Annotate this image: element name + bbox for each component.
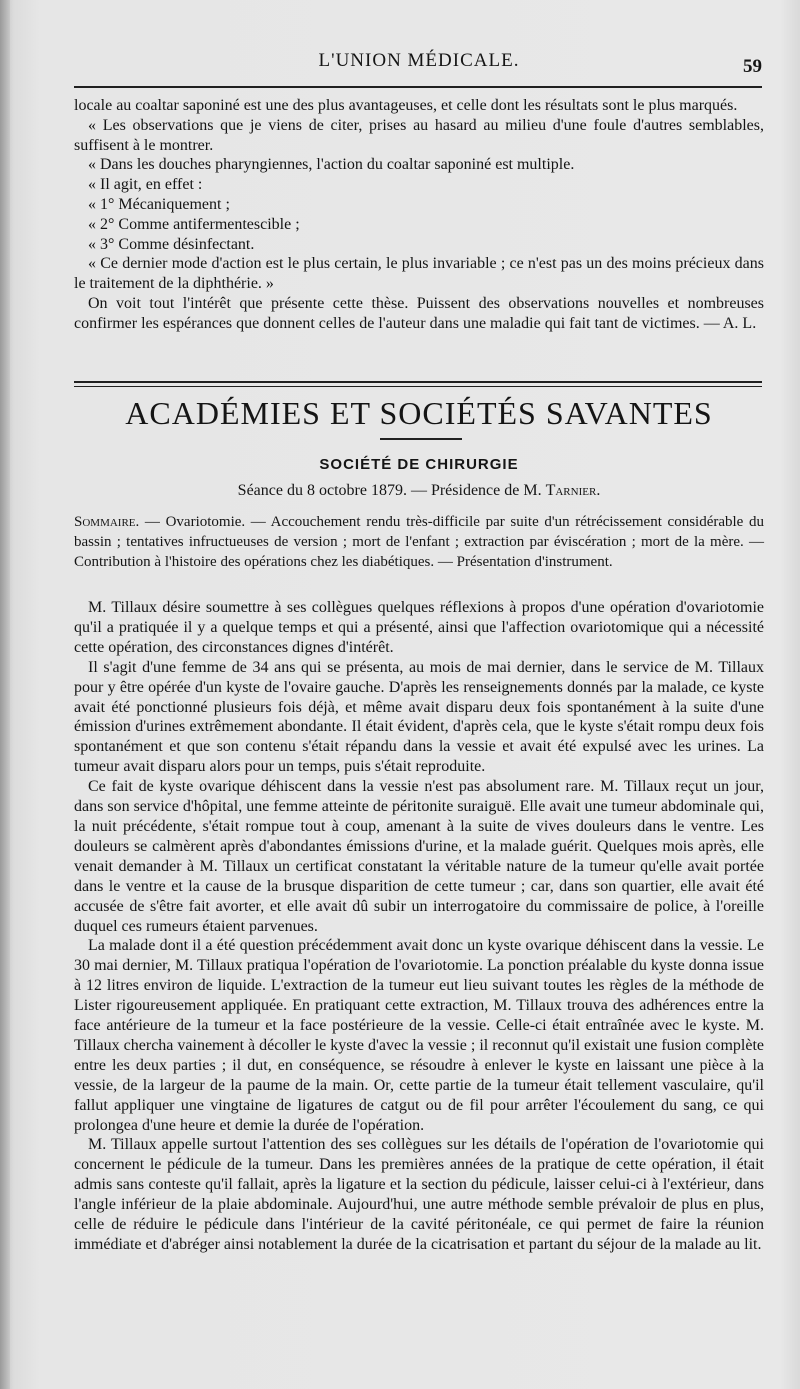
- page-number: 59: [743, 56, 762, 77]
- seance-date: Séance du 8 octobre 1879. — Présidence de M.: [237, 482, 542, 499]
- section-rule-bottom: [74, 386, 762, 387]
- body-paragraph: M. Tillaux appelle surtout l'attention des ses collègues sur les détails de l'opération de l'ovariotomie qui concernent le pédicule de la tumeur. Dans les premières années de la pratique de cette opération, il était admis sans conteste qu'il fallait, après la ligature et la section du pédicule, laisser celui-ci à l'extérieur, dans l'angle inférieur de la plaie abdominale. Aujourd'hui, une autre méthode semble prévaloir de plus en plus, celle de réduire le pédicule dans l'intérieur de la cavité péritonéale, ce qui permet de faire la réunion immédiate et d'abréger ainsi notablement la durée de la cicatrisation et partant du séjour de la malade au lit.: [74, 1136, 764, 1253]
- seance-line: [74, 482, 764, 500]
- running-header: [74, 50, 764, 80]
- intro-paragraph: locale au coaltar saponiné est une des plus avantageuses, et celle dont les résultats sont le plus marqués.: [74, 97, 738, 114]
- intro-paragraph: On voit tout l'intérêt que présente cette thèse. Puissent des observations nouvelles et nombreuses confirmer les espérances que donnent celles de l'auteur dans une maladie qui fait tant de victimes. — A. L.: [74, 294, 764, 332]
- intro-paragraph: « 3° Comme désinfectant.: [88, 235, 255, 253]
- intro-paragraph: « Les observations que je viens de citer, prises au hasard au milieu d'une foule d'autres semblables, suffisent à le montrer.: [74, 116, 764, 154]
- body-paragraph: Ce fait de kyste ovarique déhiscent dans la vessie n'est pas absolument rare. M. Tillaux reçut un jour, dans son service d'hôpital, une femme atteinte de péritonite suraiguë. Elle avait une tumeur abdominale qui, la nuit précédente, s'était rompue tout à coup, amenant à la suite de vives douleurs dans le ventre. Les douleurs se calmèrent après d'abondantes émissions d'urine, et la malade guérit. Quelques mois après, elle venait demander à M. Tillaux un certificat constatant la véritable nature de la tumeur qu'elle avait portée dans le ventre et la cause de la brusque disparition de cette tumeur ; car, dans son quartier, elle avait été accusée de s'être fait avorter, et elle avait dû subir un interrogatoire du commissaire de police, à l'oreille duquel ces rumeurs étaient parvenues.: [74, 778, 764, 935]
- intro-paragraph: « Ce dernier mode d'action est le plus certain, le plus invariable ; ce n'est pas un des moins précieux dans le traitement de la diphthérie. »: [74, 255, 764, 293]
- title-underline: [380, 438, 462, 440]
- body-paragraph: Il s'agit d'une femme de 34 ans qui se présenta, au mois de mai dernier, dans le service de M. Tillaux pour y être opérée d'un kyste de l'ovaire gauche. D'après les renseignements donnés par la malade, ce kyste avait été ponctionné plusieurs fois déjà, et même avait disparu deux fois spontanément à la suite d'une émission d'urines extrêmement abondante. Il était évident, d'après cela, que le kyste s'était rompu deux fois spontanément et que son contenu s'était répandu dans la vessie et avait été expulsé avec les urines. La tumeur avait disparu alors pour un temps, puis s'était reproduite.: [74, 658, 764, 776]
- president-name: Tarnier: [545, 482, 597, 499]
- binding-edge: [0, 0, 10, 1389]
- intro-paragraph: « 2° Comme antifermentescible ;: [88, 215, 300, 233]
- intro-paragraph: « 1° Mécaniquement ;: [88, 195, 230, 213]
- seance-end: .: [596, 482, 601, 499]
- header-rule: [74, 86, 762, 88]
- sommaire-text: — Ovariotomie. — Accouchement rendu très-difficile par suite d'un rétrécissement considérable du bassin ; tentatives infructueuses de version ; mort de l'enfant ; extraction par éviscération ; mort de la mère. — Contribution à l'histoire des opérations chez les diabétiques. — Présentation d'instrument.: [74, 514, 764, 570]
- section-rule-top: [74, 381, 762, 383]
- article-body: [74, 598, 764, 1255]
- sommaire: [74, 512, 764, 572]
- body-paragraph: M. Tillaux désire soumettre à ses collègues quelques réflexions à propos d'une opération d'ovariotomie qu'il a pratiquée il y a quelque temps et qui a présenté, ainsi que l'affection ovariotomique qui a nécessité cette opération, des circonstances dignes d'intérêt.: [74, 599, 764, 656]
- running-title: L'UNION MÉDICALE.: [318, 50, 520, 71]
- intro-paragraph: « Il agit, en effet :: [88, 176, 203, 194]
- section-title: ACADÉMIES ET SOCIÉTÉS SAVANTES: [125, 395, 713, 431]
- society-heading: SOCIÉTÉ DE CHIRURGIE: [319, 456, 519, 473]
- intro-paragraph: « Dans les douches pharyngiennes, l'action du coaltar saponiné est multiple.: [88, 156, 575, 174]
- intro-text: [74, 96, 764, 334]
- sommaire-label: Sommaire.: [74, 514, 140, 530]
- body-paragraph: La malade dont il a été question précédemment avait donc un kyste ovarique déhiscent dans la vessie. Le 30 mai dernier, M. Tillaux pratiqua l'opération de l'ovariotomie. La ponction préalable du kyste donna issue à 12 litres environ de liquide. L'extraction de la tumeur eut lieu suivant toutes les règles de la méthode de Lister rigoureusement appliquée. En pratiquant cette extraction, M. Tillaux trouva des adhérences entre la face antérieure de la tumeur et la face postérieure de la vessie. Celle-ci était entraînée avec le kyste. M. Tillaux chercha vainement à décoller le kyste d'avec la vessie ; il reconnut qu'il existait une fusion complète entre les deux parties ; il dut, en conséquence, se résoudre à enlever le kyste en laissant une pièce à la vessie, de la largeur de la paume de la main. Or, cette partie de la tumeur était tellement vasculaire, qu'il fallut appliquer une vingtaine de ligatures de catgut ou de fil pour arrêter l'écoulement du sang, ce qui prolongea d'une heure et demie la durée de l'opération.: [74, 937, 764, 1134]
